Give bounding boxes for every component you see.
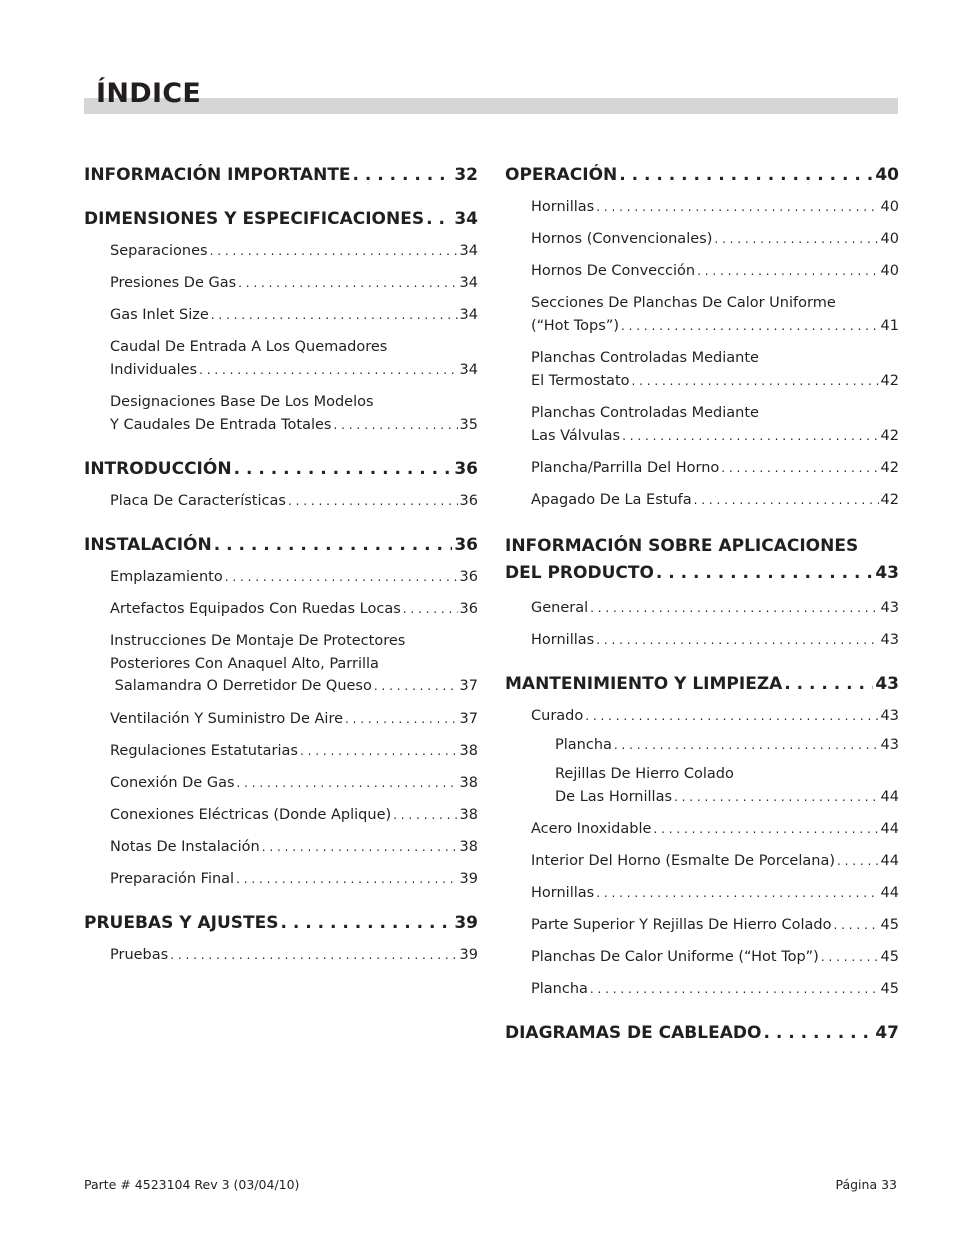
- toc-section[interactable]: PRUEBAS Y AJUSTES . . . 39: [84, 912, 478, 934]
- toc-item[interactable]: Caudal De Entrada A Los Quemadores Individuales . . . 34: [110, 336, 478, 381]
- toc-item[interactable]: Regulaciones Estatutarias . . . 38: [110, 740, 478, 762]
- toc-item[interactable]: Conexiones Eléctricas (Donde Aplique) . . . 38: [110, 804, 478, 826]
- toc-item[interactable]: Hornillas . . . 40: [531, 196, 899, 218]
- toc-item[interactable]: Planchas De Calor Uniforme (“Hot Top”) . . . 45: [531, 946, 899, 968]
- page-title: ÍNDICE: [96, 78, 202, 109]
- toc-item[interactable]: Separaciones . . . 34: [110, 240, 478, 262]
- toc-section[interactable]: INSTALACIÓN . . . 36: [84, 534, 478, 556]
- toc-subitem[interactable]: Rejillas De Hierro Colado De Las Hornillas . . . 44: [555, 763, 899, 808]
- toc-item[interactable]: Notas De Instalación . . . 38: [110, 836, 478, 858]
- toc-section[interactable]: INTRODUCCIÓN . . . 36: [84, 458, 478, 480]
- toc-item[interactable]: Gas Inlet Size . . . 34: [110, 304, 478, 326]
- toc-item[interactable]: Emplazamiento . . . 36: [110, 566, 478, 588]
- toc-item[interactable]: Preparación Final . . . 39: [110, 868, 478, 890]
- toc-item[interactable]: Parte Superior Y Rejillas De Hierro Colado . . . 45: [531, 914, 899, 936]
- toc-section[interactable]: INFORMACIÓN IMPORTANTE . . . 32: [84, 164, 478, 186]
- toc-item[interactable]: Hornillas . . . 43: [531, 629, 899, 651]
- toc-item[interactable]: Pruebas . . . 39: [110, 944, 478, 966]
- toc-item[interactable]: Plancha/Parrilla Del Horno . . . 42: [531, 457, 899, 479]
- toc-item[interactable]: Placa De Características . . . 36: [110, 490, 478, 512]
- toc-item[interactable]: Instrucciones De Montaje De Protectores Posteriores Con Anaquel Alto, Parrilla Salamandra O Derretidor De Queso . . . 37: [110, 630, 478, 698]
- toc-item[interactable]: Acero Inoxidable . . . 44: [531, 818, 899, 840]
- toc-item[interactable]: Presiones De Gas . . . 34: [110, 272, 478, 294]
- toc-right-column: [505, 158, 899, 1044]
- toc-item[interactable]: Designaciones Base De Los Modelos Y Caudales De Entrada Totales . . . 35: [110, 391, 478, 436]
- toc-item[interactable]: Interior Del Horno (Esmalte De Porcelana) . . . 44: [531, 850, 899, 872]
- toc-item[interactable]: Hornos (Convencionales) . . . 40: [531, 228, 899, 250]
- toc-item[interactable]: Planchas Controladas Mediante El Termostato . . . 42: [531, 347, 899, 392]
- toc-item[interactable]: Ventilación Y Suministro De Aire . . . 37: [110, 708, 478, 730]
- toc-left-column: [84, 158, 478, 966]
- toc-item[interactable]: Plancha . . . 45: [531, 978, 899, 1000]
- title-bar: [84, 98, 898, 114]
- toc-section[interactable]: MANTENIMIENTO Y LIMPIEZA . . . 43: [505, 673, 899, 695]
- toc-item[interactable]: Apagado De La Estufa . . . 42: [531, 489, 899, 511]
- toc-item[interactable]: Secciones De Planchas De Calor Uniforme (“Hot Tops”) . . . 41: [531, 292, 899, 337]
- toc-item[interactable]: Artefactos Equipados Con Ruedas Locas . . . 36: [110, 598, 478, 620]
- toc-section[interactable]: DIMENSIONES Y ESPECIFICACIONES . . . 34: [84, 208, 478, 230]
- toc-section[interactable]: INFORMACIÓN SOBRE APLICACIONES DEL PRODUCTO . . . 43: [505, 533, 899, 587]
- toc-item[interactable]: Planchas Controladas Mediante Las Válvulas . . . 42: [531, 402, 899, 447]
- toc-subitem[interactable]: Plancha . . . 43: [555, 734, 899, 756]
- toc-item[interactable]: Hornillas . . . 44: [531, 882, 899, 904]
- toc-section[interactable]: OPERACIÓN . . . 40: [505, 164, 899, 186]
- toc-item[interactable]: Hornos De Convección . . . 40: [531, 260, 899, 282]
- toc-section[interactable]: DIAGRAMAS DE CABLEADO . . . 47: [505, 1022, 899, 1044]
- toc-item[interactable]: Conexión De Gas . . . 38: [110, 772, 478, 794]
- footer-part-number: Parte # 4523104 Rev 3 (03/04/10): [84, 1177, 300, 1192]
- toc-item[interactable]: General . . . 43: [531, 597, 899, 619]
- footer-page-number: Página 33: [835, 1177, 897, 1192]
- toc-item[interactable]: Curado . . . 43: [531, 705, 899, 727]
